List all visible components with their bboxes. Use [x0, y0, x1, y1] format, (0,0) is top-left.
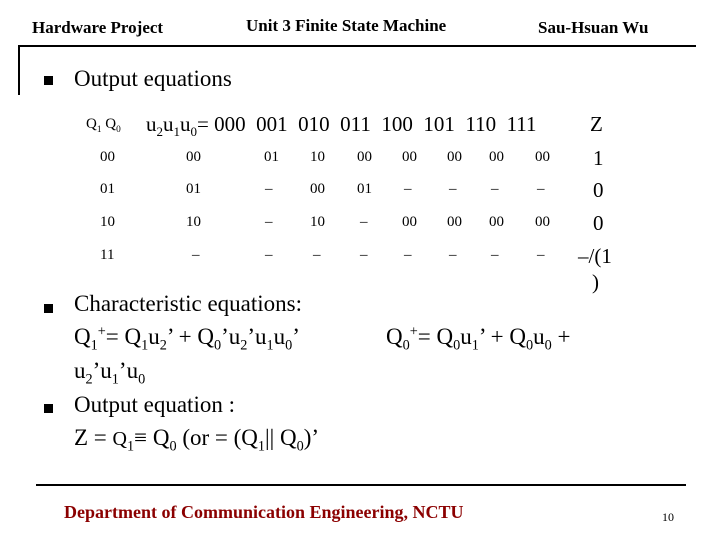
left-accent-rule: [18, 45, 20, 95]
table-header-state: $Q_1$ $Q_0$: [86, 116, 121, 135]
table-cell: 10: [186, 214, 201, 230]
bullet-characteristic-equations: Characteristic equations:: [74, 291, 303, 316]
table-cell: –: [537, 181, 545, 197]
table-cell-z-continued: ): [592, 270, 599, 294]
table-cell: –: [360, 247, 368, 263]
table-cell-state: 11: [100, 247, 115, 263]
table-cell: 00: [402, 149, 417, 165]
table-cell: –: [265, 181, 273, 197]
table-cell: 00: [447, 149, 462, 165]
table-cell: 10: [310, 214, 325, 230]
table-cell: –: [491, 247, 499, 263]
table-cell: –: [360, 214, 368, 230]
table-cell: 00: [535, 214, 550, 230]
bullet-output-equations: Output equations: [74, 66, 232, 91]
equation-q1-next: $Q_1^+= Q_1u_2$’ + $Q_0’u_2’u_1u_0$’: [74, 323, 300, 354]
table-cell: –: [404, 247, 412, 263]
table-header-z: Z: [590, 112, 603, 136]
page-number: 10: [662, 510, 674, 524]
table-cell: 00: [186, 149, 201, 165]
bullet-marker: [44, 304, 53, 313]
table-cell: –: [491, 181, 499, 197]
table-cell: –: [313, 247, 321, 263]
header-unit-title: Unit 3 Finite State Machine: [246, 16, 447, 35]
table-cell: 01: [357, 181, 372, 197]
table-cell: –: [449, 181, 457, 197]
header-project-title: Hardware Project: [32, 18, 164, 37]
table-cell: –: [404, 181, 412, 197]
equation-q0-next: $Q_0^+= Q_0u_1$’ + $Q_0u_0$ +: [386, 323, 571, 354]
table-cell-state: 01: [100, 181, 115, 197]
table-cell: 00: [489, 149, 504, 165]
equation-z: $Z = Q_1\equiv Q_0$ ($or = (Q_1||$ $Q_0$)’: [74, 425, 320, 455]
table-cell: 01: [186, 181, 201, 197]
bullet-marker: [44, 76, 53, 85]
table-cell: –: [192, 247, 200, 263]
bullet-marker: [44, 404, 53, 413]
table-cell: 10: [310, 149, 325, 165]
header-author: Sau-Hsuan Wu: [538, 18, 649, 37]
header-rule: [18, 45, 696, 47]
table-cell: –: [265, 214, 273, 230]
table-cell: 00: [357, 149, 372, 165]
table-cell-state: 00: [100, 149, 115, 165]
bullet-output-equation: Output equation :: [74, 392, 235, 417]
table-cell: –: [449, 247, 457, 263]
table-cell: 00: [535, 149, 550, 165]
table-cell: 00: [402, 214, 417, 230]
table-cell: 00: [447, 214, 462, 230]
table-cell-z: –/(1: [578, 244, 612, 268]
footer-rule: [36, 484, 686, 486]
table-cell: 01: [264, 149, 279, 165]
table-cell: 00: [489, 214, 504, 230]
footer-department: Department of Communication Engineering, NCTU: [64, 502, 464, 522]
table-cell: 00: [310, 181, 325, 197]
table-cell: –: [537, 247, 545, 263]
equation-q1-next-continued: $u_2’u_1’u_0$: [74, 358, 146, 388]
table-cell-z: 0: [593, 178, 604, 202]
table-cell-state: 10: [100, 214, 115, 230]
table-cell-z: 0: [593, 211, 604, 235]
table-cell-z: 1: [593, 146, 604, 170]
table-cell: –: [265, 247, 273, 263]
table-header-inputs: $u_2u_1u_0= 000$ 001 010 011 100 101 110 111: [146, 112, 537, 140]
